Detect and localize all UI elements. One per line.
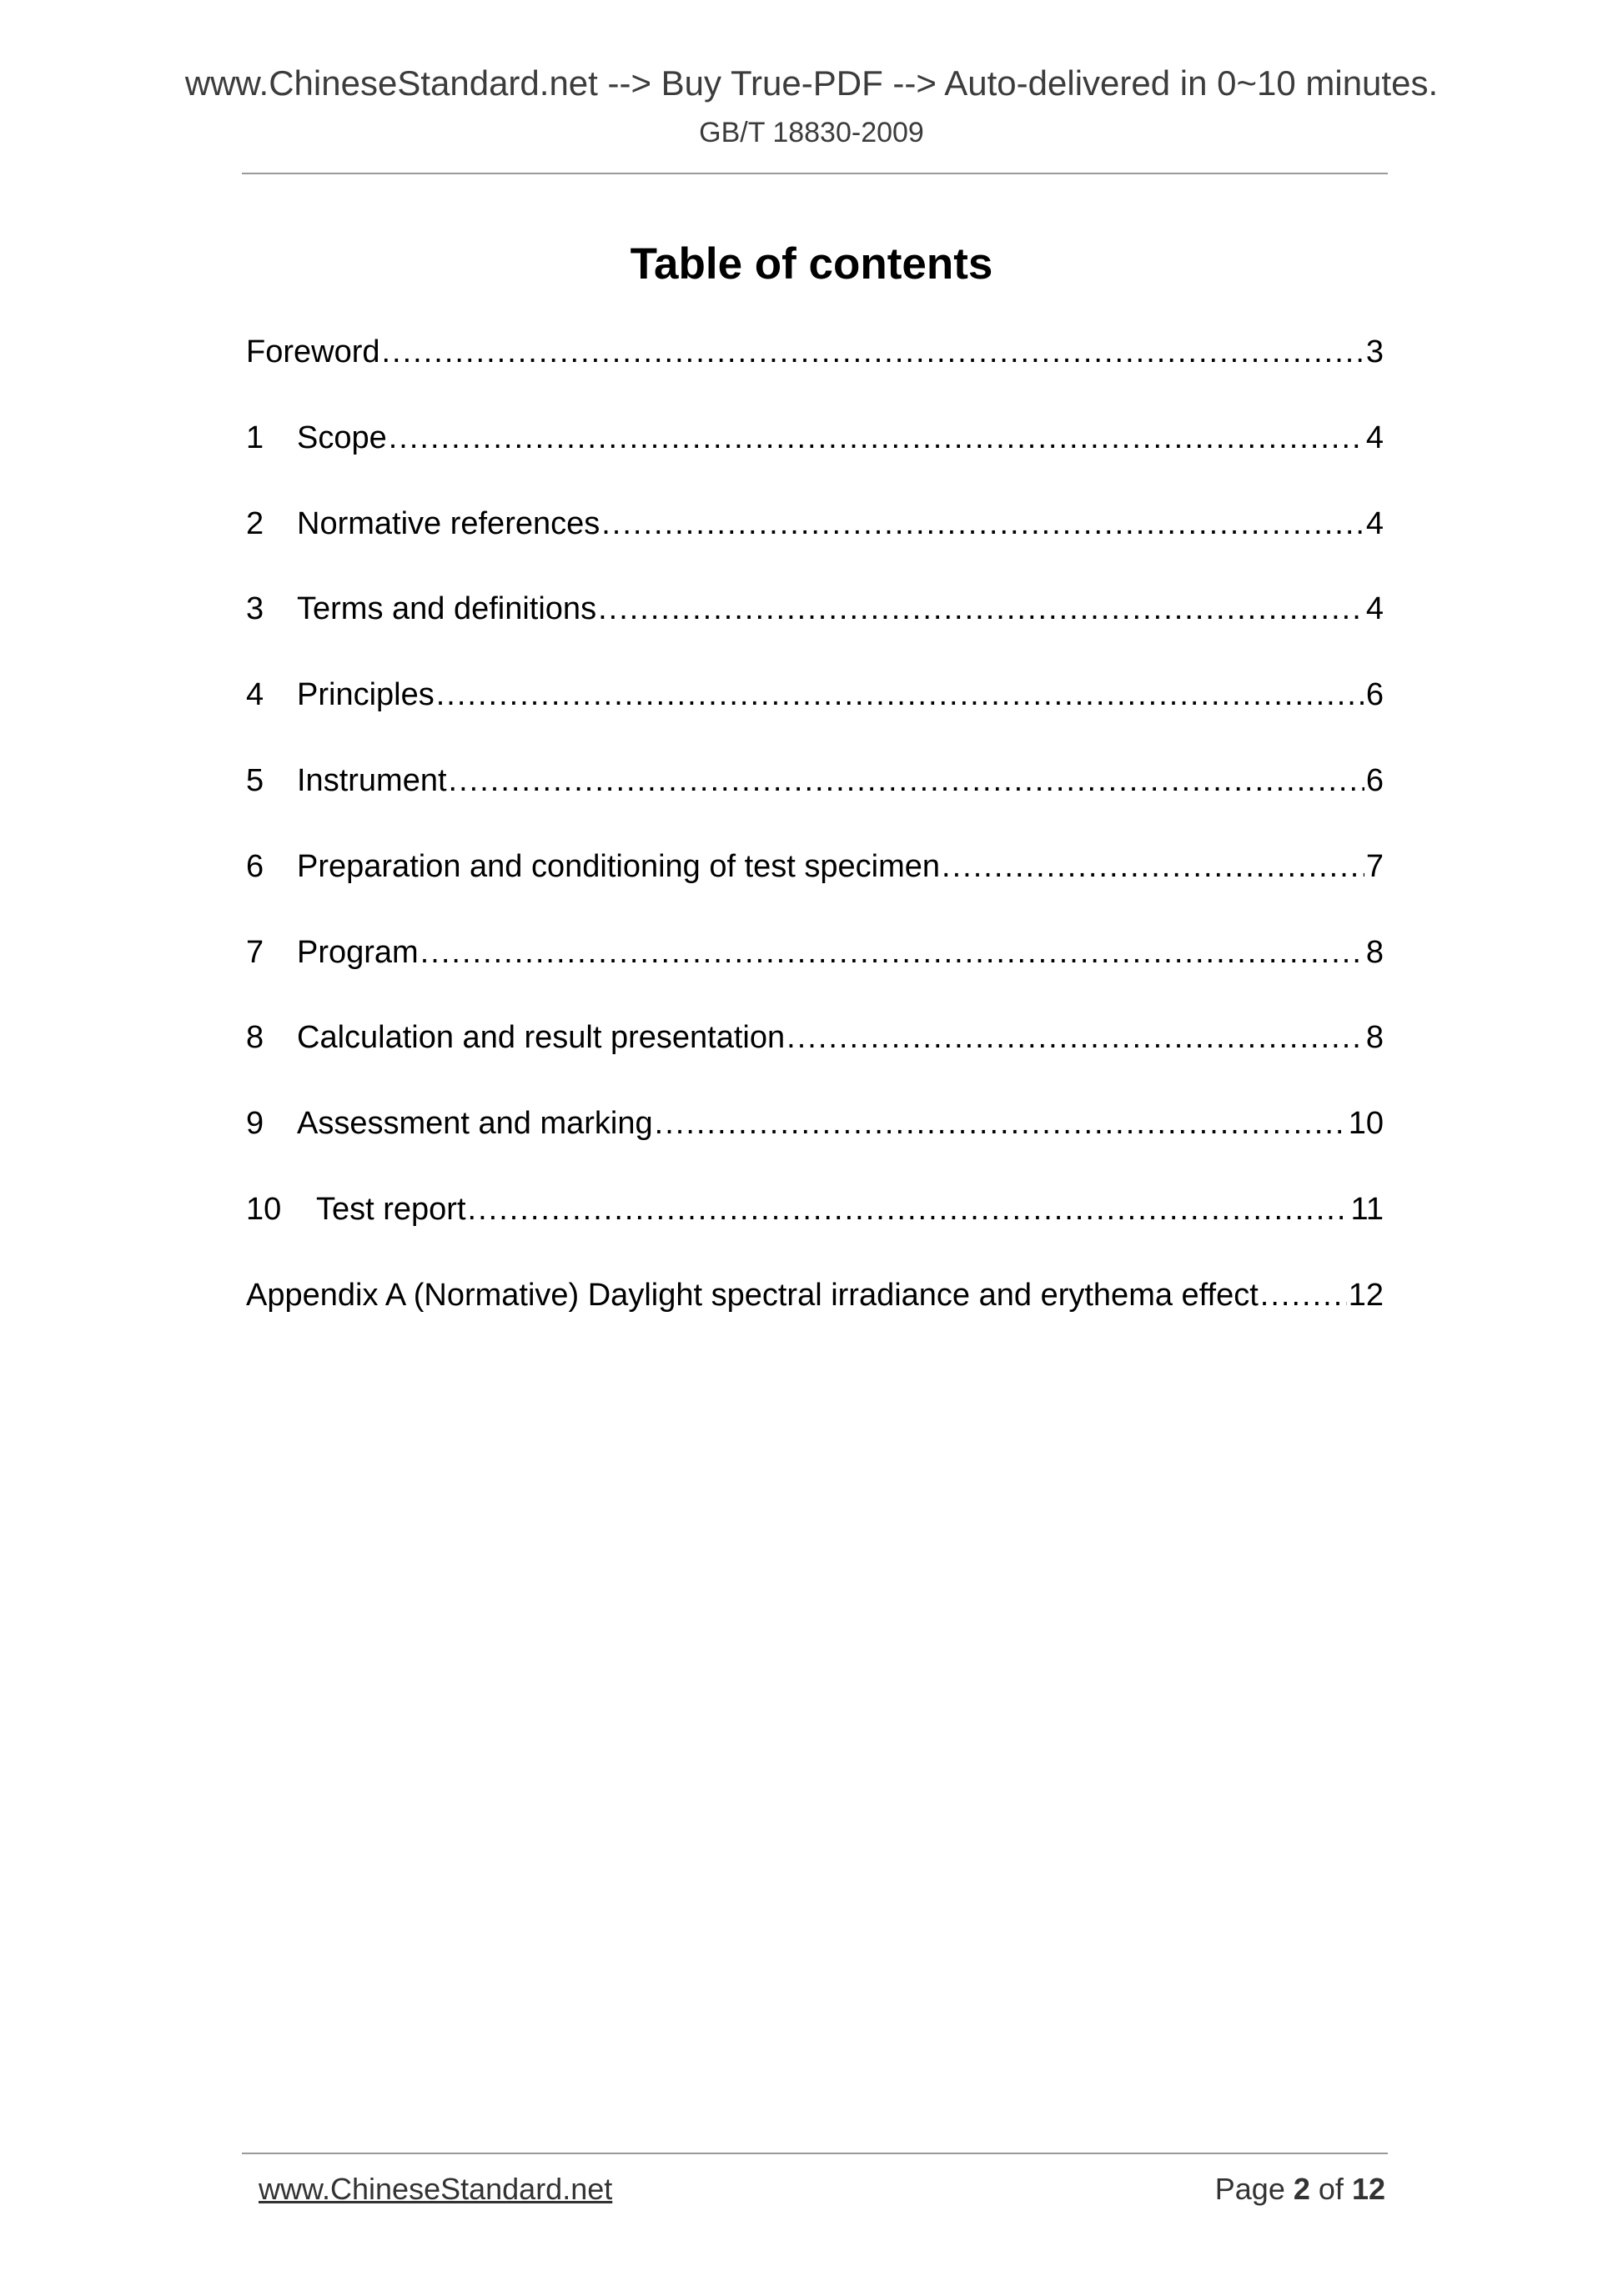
toc-page-number: 12	[1348, 1277, 1384, 1313]
toc-page-number: 6	[1365, 677, 1384, 713]
toc-entry-label: Test report	[316, 1191, 466, 1227]
toc-leader-dots	[436, 670, 1364, 720]
toc-entry-instrument[interactable]	[246, 756, 1384, 842]
toc-entry-assessment[interactable]	[246, 1098, 1384, 1184]
toc-page-number: 10	[1348, 1106, 1384, 1142]
toc-page-number: 4	[1365, 420, 1384, 455]
toc-entry-scope[interactable]	[246, 413, 1384, 499]
toc-page-number: 3	[1365, 334, 1384, 369]
toc-section-number: 1	[246, 420, 264, 455]
toc-list	[246, 327, 1384, 1356]
page-title: Table of contents	[630, 239, 993, 289]
toc-entry-label: Calculation and result presentation	[297, 1020, 786, 1056]
toc-page-number: 4	[1365, 505, 1384, 541]
toc-entry-calculation[interactable]	[246, 1012, 1384, 1098]
toc-entry-label: Instrument	[297, 762, 447, 798]
toc-leader-dots	[786, 1012, 1364, 1063]
toc-leader-dots	[598, 584, 1364, 634]
toc-entry-label: Terms and definitions	[297, 591, 597, 627]
toc-leader-dots	[382, 327, 1364, 377]
toc-section-number: 6	[246, 848, 264, 884]
toc-entry-normative-references[interactable]	[246, 499, 1384, 585]
toc-entry-label: Normative references	[297, 505, 600, 541]
toc-entry-label: Assessment and marking	[297, 1106, 653, 1142]
toc-leader-dots	[655, 1098, 1347, 1148]
toc-entry-foreword[interactable]	[246, 327, 1384, 413]
toc-leader-dots	[601, 499, 1364, 549]
toc-entry-label: Principles	[297, 677, 435, 713]
toc-page-number: 7	[1365, 848, 1384, 884]
toc-section-number: 8	[246, 1020, 264, 1056]
toc-leader-dots	[420, 927, 1364, 977]
toc-entry-appendix-a[interactable]	[246, 1270, 1384, 1356]
toc-page-number: 4	[1365, 591, 1384, 627]
total-pages-number: 12	[1351, 2172, 1385, 2206]
page-indicator	[1215, 2172, 1385, 2207]
toc-entry-principles[interactable]	[246, 670, 1384, 756]
toc-entry-program[interactable]	[246, 927, 1384, 1013]
toc-leader-dots	[389, 413, 1364, 463]
toc-leader-dots	[468, 1184, 1349, 1234]
toc-page-number: 8	[1365, 934, 1384, 970]
toc-section-number: 7	[246, 934, 264, 970]
header-divider	[242, 173, 1388, 174]
footer-site-link[interactable]: www.ChineseStandard.net	[259, 2172, 613, 2206]
toc-entry-label: Foreword	[246, 334, 380, 369]
toc-section-number: 2	[246, 505, 264, 541]
toc-leader-dots	[1260, 1270, 1347, 1320]
header-banner: www.ChineseStandard.net --> Buy True-PDF --> Auto-delivered in 0~10 minutes.	[184, 63, 1439, 103]
toc-section-number: 4	[246, 677, 264, 713]
current-page-number: 2	[1293, 2172, 1310, 2206]
toc-entry-terms-and-definitions[interactable]	[246, 584, 1384, 670]
toc-entry-label: Program	[297, 934, 419, 970]
page-prefix: Page	[1214, 2172, 1285, 2206]
toc-entry-label: Appendix A (Normative) Daylight spectral irradiance and erythema effect	[246, 1277, 1259, 1313]
page-of-label: of	[1318, 2172, 1344, 2206]
toc-leader-dots	[449, 756, 1364, 806]
toc-entry-test-report[interactable]	[246, 1184, 1384, 1270]
standard-code: GB/T 18830-2009	[699, 117, 924, 148]
toc-leader-dots	[942, 842, 1364, 892]
toc-page-number: 6	[1365, 762, 1384, 798]
toc-entry-label: Scope	[297, 420, 387, 455]
toc-section-number: 10	[246, 1191, 282, 1227]
toc-section-number: 3	[246, 591, 264, 627]
toc-page-number: 11	[1350, 1191, 1384, 1227]
toc-section-number: 9	[246, 1106, 264, 1142]
toc-entry-label: Preparation and conditioning of test specimen	[297, 848, 941, 884]
footer-divider	[242, 2153, 1388, 2154]
toc-page-number: 8	[1365, 1020, 1384, 1056]
toc-entry-preparation[interactable]	[246, 842, 1384, 927]
toc-section-number: 5	[246, 762, 264, 798]
